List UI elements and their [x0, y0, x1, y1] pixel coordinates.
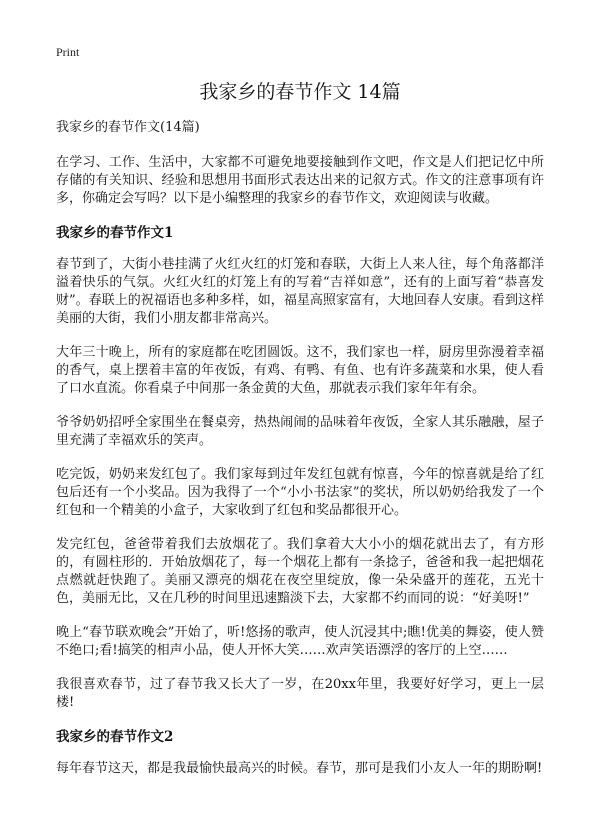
paragraph: 发完红包，爸爸带着我们去放烟花了。我们拿着大大小小的烟花就出去了，有方形的，有圆柱形的．开始放烟花了，每一个烟花上都有一条捻子，爸爸和我一起把烟花点燃就赶快跑了。美丽又漂亮的烟花在夜空里绽放，像一朵朵盛开的莲花，五光十色，美丽无比，又在几秒的时间里迅速黯淡下去，大家都不约而同的说：“好美呀!”	[56, 537, 544, 606]
page-title: 我家乡的春节作文 14篇	[199, 81, 401, 103]
article-body	[56, 119, 544, 794]
intro-paragraph: 在学习、工作、生活中，大家都不可避免地要接触到作文吧，作文是人们把记忆中所存储的有关知识、经验和思想用书面形式表达出来的记叙方式。作文的注意事项有许多，你确定会写吗？以下是小编整理的我家乡的春节作文，欢迎阅读与收藏。	[56, 155, 544, 206]
section-heading-2: 我家乡的春节作文2	[56, 729, 174, 745]
paragraph: 晚上“春节联欢晚会”开始了，听!悠扬的歌声，使人沉浸其中;瞧!优美的舞姿，使人赞不绝口;看!搞笑的相声小品，使人开怀大笑……欢声笑语漂浮的客厅的上空……	[56, 625, 544, 658]
print-link[interactable]: Print	[56, 45, 80, 59]
paragraph: 每年春节这天，都是我最愉快最高兴的时候。春节，那可是我们小友人一年的期盼啊!	[56, 761, 543, 776]
article-subtitle: 我家乡的春节作文(14篇)	[56, 120, 200, 135]
paragraph: 大年三十晚上，所有的家庭都在吃团圆饭。这不，我们家也一样，厨房里弥漫着幸福的香气，桌上摆着丰富的年夜饭，有鸡、有鸭、有鱼、也有许多蔬菜和水果，使人看了口水直流。你看桌子中间那一条金黄的大鱼，那就表示我们家年年有余。	[56, 345, 544, 396]
paragraph: 吃完饭，奶奶来发红包了。我们家每到过年发红包就有惊喜，今年的惊喜就是给了红包后还有一个小奖品。因为我得了一个“小小书法家”的奖状，所以奶奶给我发了一个红包和一个精美的小盒子，大家收到了红包和奖品都很开心。	[56, 467, 544, 518]
paragraph: 我很喜欢春节，过了春节我又长大了一岁，在20xx年里，我要好好学习，更上一层楼!	[56, 677, 544, 710]
paragraph: 爷爷奶奶招呼全家围坐在餐桌旁，热热闹闹的品味着年夜饭，全家人其乐融融，屋子里充满了幸福欢乐的笑声。	[56, 415, 544, 448]
section-heading-1: 我家乡的春节作文1	[56, 225, 174, 241]
paragraph: 春节到了，大街小巷挂满了火红火红的灯笼和春联，大街上人来人往，每个角落都洋溢着快乐的气氛。火红火红的灯笼上有的写着“吉祥如意”，还有的上面写着“恭喜发财”。春联上的祝福语也多种多样，如，福星高照家富有，大地回春人安康。看到这样美丽的大街，我们小朋友都非常高兴。	[56, 257, 544, 326]
